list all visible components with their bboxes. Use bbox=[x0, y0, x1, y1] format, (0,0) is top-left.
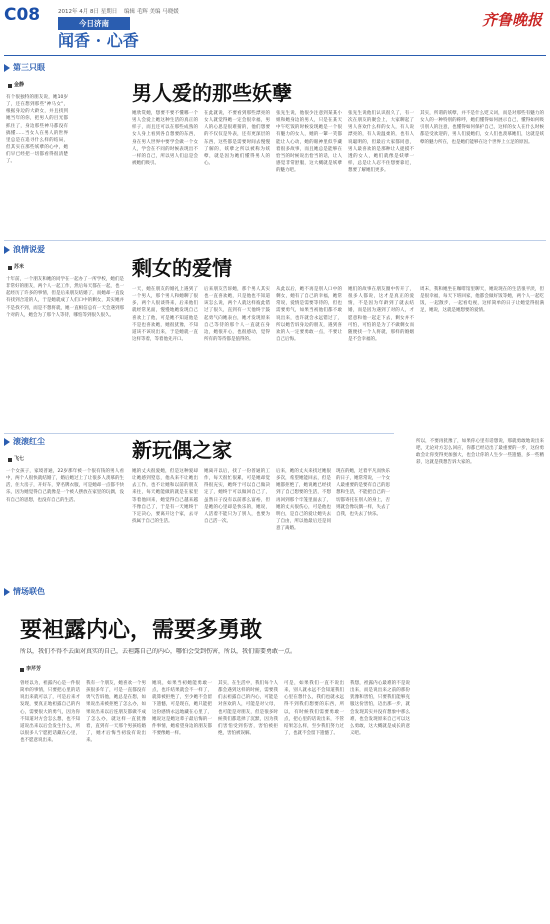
section-tag-third-eye: 第三只眼 bbox=[4, 64, 45, 72]
byline-fei-qi: 飞七 bbox=[8, 456, 24, 463]
article2-col1: 十年前，一个朋友和她的同学在一起办了一所学校，她们是非常好的朋友，两个人一起工作，然后每天都在一起，也一起经历了许多的事情，但是后来朋友结婚了，而她却一直没有找到合适的人，于是她就成了人们口中的剩女，其实她并不是找不到，而是不想将就，她一直相信总有一天会遇到那个对的人，她会为了那个人等待，哪怕等到很久很久。 bbox=[6, 277, 124, 318]
article1-col4: 张先生说，他很少注意到某某小姐和她身边的男人，只是在某天中午吃饭的时候发现她是一个很有魅力的女人，她的一颦一笑都能让人心动，她的眼神里似乎藏着很多故事，而且她总是能够在恰当的时候说出恰当的话，让人感觉非常舒服，这大概就是妖孽的魅力吧。 bbox=[276, 111, 342, 174]
divider-line bbox=[4, 433, 394, 434]
article-new-dolls-house bbox=[4, 438, 390, 588]
square-marker-icon bbox=[8, 84, 12, 88]
section-tag-love-talk: 浪情说爱 bbox=[4, 246, 45, 254]
article1-col2: 她欣赏她，想要不要不懂哪一个男人会爱上她这种生活的真正的样子，而且还可以在那些成熟的女人身上看到各自想要的东西，身在男人世界中要学会做一个女人，学会在不同的时候表现出不一样的自己，所以男人们总是会被她们吸引。 bbox=[132, 111, 198, 167]
article1-col1: 有个很独特的朋友说，她10岁了，还在想到那些"神马女"，根据身边的大龄女，并且找到她当年的你，把男人的目光都抓住了，身边那些神马都没有搞懂……当女人在男人的世界里总是在追寻什么样的结局，但其实在那些妖孽的心中，她们早已经把一切都看得很清楚了。 bbox=[6, 95, 68, 165]
article4-col7: 所以，不要再犹豫了，如果你心里有话想说，那就勇敢地说出来吧，无论对方怎么回应，你都已经迈出了最重要的一步，这份勇敢会让你变得更加强大，也会让你的人生少一些遗憾，多一些精彩，这就是我想告诉大家的。 bbox=[416, 439, 544, 466]
article3-col2: 她的丈夫很爱她，但是这种爱却让她感到窒息，他从来不让她出去工作，也不让她和以前的朋友来往，每天她能做的就是在家里等着他回来，她觉得自己越来越不像自己了，于是有一天她终于下定决心，要离开这个家，去寻找属于自己的生活。 bbox=[132, 469, 198, 525]
triangle-marker-icon bbox=[4, 64, 10, 72]
section-top-label: 今日济南 bbox=[79, 19, 109, 28]
article3-col3: 她离开以后，找了一份普通的工作，每天很忙很累，可是她却觉得很充实，她终于可以自己做决定了，她终于可以做回自己了，虽然日子没有以前那么富裕，但是她的心里却是快乐的，她说，人活着不能只为了别人，也要为自己活一次。 bbox=[204, 469, 270, 525]
article1-col6: 其实，所谓的妖孽，并不是什么贬义词，而是对那些有魅力的女人的一种特别的称呼，她们懂得如何展示自己，懂得如何吸引别人的注意，也懂得如何保护自己，这样的女人在什么时候都是受欢迎的，男人们爱她们，女人们也羡慕她们，这就是妖孽的魅力所在，也是她们能够在这个世界上立足的原因。 bbox=[420, 111, 544, 145]
article2-col5: 她们的故事在朋友圈中传开了，很多人都说，这才是真正的爱情，不是因为年龄到了就去结婚，而是因为遇到了对的人，才愿意和他一起走下去，剩女并不可怕，可怕的是为了不做剩女而随便找一个人将就，那样的婚姻是不会幸福的。 bbox=[348, 287, 414, 343]
headline-leftover-women-love: 剩女的爱情 bbox=[132, 256, 232, 280]
article2-col2: 一天，她在朋友的婚礼上遇到了一个男人，那个男人和她聊了很多，两个人很谈得来，后来他们就经常见面，慢慢地她发现自己喜欢上了他，可是她不知道他是不是也喜欢她，她很犹豫，不知道该不该说出来，于是她就一直这样等着，等着他先开口。 bbox=[132, 287, 198, 343]
square-marker-icon bbox=[8, 458, 12, 462]
section-banner bbox=[58, 17, 130, 30]
byline-li-qin-fang: 李芹芳 bbox=[20, 666, 41, 673]
date-line: 2012年 4月 8日 星期日 bbox=[58, 9, 118, 15]
section-tag-love-scene: 情场联色 bbox=[4, 588, 45, 596]
article4-col4: 其实，在生活中，我们每个人都会遇到这样的时候，需要我们去袒露自己的内心，可能是对喜欢的人，可能是对父母，也可能是对朋友，但是很多时候我们都选择了沉默，因为我们害怕受到伤害，害怕被拒绝，害怕被误解。 bbox=[218, 681, 278, 737]
article4-col6: 我想，袒露内心最难的不是说出来，而是说出来之前的那份犹豫和害怕，只要我们能够克服这份害怕，迈出那一步，就会发现其实并没有想象中那么难，也会发现原来自己可以这么勇敢，这大概就是成长的意义吧。 bbox=[350, 681, 410, 737]
article4-col1: 曾经以为，袒露内心是一件很简单的事情，只要把心里的话说出来就可以了，可是后来才发现，要真正地袒露自己的内心，需要很大的勇气，因为你不知道对方会怎么想，也不知道说出来以后会发生什么，所以很多人宁愿把话藏在心里，也不愿意说出来。 bbox=[20, 681, 80, 744]
article2-col4: 从此以后，她不再是别人口中的剩女，她有了自己的幸福，她常常说，爱情是需要等待的，但也需要勇气，如果当初他们都不敢说出来，也许就会永远错过了，所以她告诉身边的朋友，遇到喜欢的人一定要勇敢一点，不要让自己后悔。 bbox=[276, 287, 342, 343]
editor-line: 编辑 毛辉 美编 马晓媛 bbox=[124, 9, 179, 15]
article2-col6: 周末，我和她坐在咖啡馆里聊天，她说现在的生活很平淡，但是很幸福，每天下班回家，他都会做好饭等她，两个人一起吃饭，一起散步，一起看电视，这样简单的日子让她觉得很满足，她说，这就是她想要的爱情。 bbox=[420, 287, 544, 314]
headline-courage-to-open-heart: 要袒露内心，需要多勇敢 bbox=[20, 617, 263, 643]
byline-jin-jing: 金静 bbox=[8, 82, 24, 89]
article3-col1: 一个女孩子，家境普通，22岁那年被一个很有钱的男人看中，两个人很快就结婚了，婚后她过上了让很多人羡慕的生活，住大房子，开好车，穿名牌衣服，可是她却一点都不快乐，因为她觉得自己就像是一个被人摆放在家里的玩偶，没有自己的思想，也没有自己的生活。 bbox=[6, 469, 124, 503]
section-name: 闻香 · 心香 bbox=[58, 31, 139, 50]
article3-col5: 现在的她，过着平凡而快乐的日子，她常常说，一个女人最重要的是要有自己的思想和生活，不能把自己的一切都寄托在别人的身上，否则就会像玩偶一样，失去了自我，也失去了快乐。 bbox=[336, 469, 390, 517]
article3-col4: 后来，她的丈夫来找过她很多次，希望她能回去，但是她都拒绝了，她说她已经找到了自己想要的生活，不想再回到那个牢笼里面去了，她的丈夫很伤心，可是他也明白，是自己的爱让她失去了自由，所以他最后还是同意了离婚。 bbox=[276, 469, 331, 532]
article2-col3: 后来朋友告诉她，那个男人其实也一直喜欢她，只是他也不知道该怎么说，两个人就这样彼此错过了很久，直到有一天他终于鼓起勇气向她表白，她才发现原来自己等待的那个人一直就在身边，她很开心，也很感动，觉得所有的等待都是值得的。 bbox=[204, 287, 270, 343]
headline-new-dolls-house: 新玩偶之家 bbox=[132, 438, 232, 462]
article-leftover-women-love bbox=[4, 246, 546, 430]
article4-col5: 可是，如果我们一直不说出来，别人就永远不会知道我们心里在想什么，我们也就永远得不到我们想要的东西，所以，有时候我们需要勇敢一点，把心里的话说出来，不管结果怎么样，至少我们努力过了，也就不会留下遗憾了。 bbox=[284, 681, 344, 737]
page-code: C08 bbox=[4, 5, 41, 25]
masthead bbox=[0, 0, 550, 58]
section-tag-red-dust: 滚滚红尘 bbox=[4, 438, 45, 446]
article4-col3: 她说，如果当初她能勇敢一点，也许结果就会不一样了，就算被拒绝了，至少她不会留下遗憾，可是现在，她只能把这份感情永远地藏在心里了，她说这是她这辈子最后悔的一件事情，她希望身边的朋友都不要像她一样。 bbox=[152, 681, 212, 737]
masthead-rule bbox=[4, 55, 546, 56]
triangle-marker-icon bbox=[4, 588, 10, 596]
byline-su-mi: 苏米 bbox=[8, 264, 24, 271]
article1-col3: 在此就说，不要看到那些漂亮的女人就觉得她一定会很幸福，男人的心思是很难猜的，他们想要的不仅仅是外表，还有更深层的东西，这些都是需要时间去慢慢了解的，妖孽之所以被称为妖孽，就是因为她们懂得男人的心。 bbox=[204, 111, 270, 167]
headline-men-love-vixens: 男人爱的那些妖孽 bbox=[132, 81, 292, 105]
triangle-marker-icon bbox=[4, 438, 10, 446]
article1-col5: 张先生说他们认识很久了，有一次在朋友的聚会上，大家聊起了男人喜欢什么样的女人，有人说漂亮的，有人说温柔的，也有人说聪明的，但最后大家都同意，男人最喜欢的是那种让人捉摸不透的女人，她们就像是妖孽一样，总是让人忍不住想要靠近，想要了解她们更多。 bbox=[348, 111, 414, 174]
divider-line bbox=[4, 240, 546, 241]
headline-deck: 所以，我们不得不去面对真实的自己，去袒露自己的内心，哪怕会受到伤害，所以，我们需要勇敢一点。 bbox=[20, 648, 297, 655]
article4-col2: 我有一个朋友，她喜欢一个男孩很多年了，可是一直都没有勇气告诉他，她总是在想，如果说出来被拒绝了怎么办，如果说出来以后连朋友都做不成了怎么办，就这样一直犹豫着，直到有一天那个男孩结婚了，她才后悔当初没有说出来。 bbox=[86, 681, 146, 744]
paper-logo: 齐鲁晚报 bbox=[481, 11, 542, 29]
square-marker-icon bbox=[20, 668, 24, 672]
article-men-love-vixens bbox=[4, 64, 546, 237]
triangle-marker-icon bbox=[4, 246, 10, 254]
square-marker-icon bbox=[8, 266, 12, 270]
